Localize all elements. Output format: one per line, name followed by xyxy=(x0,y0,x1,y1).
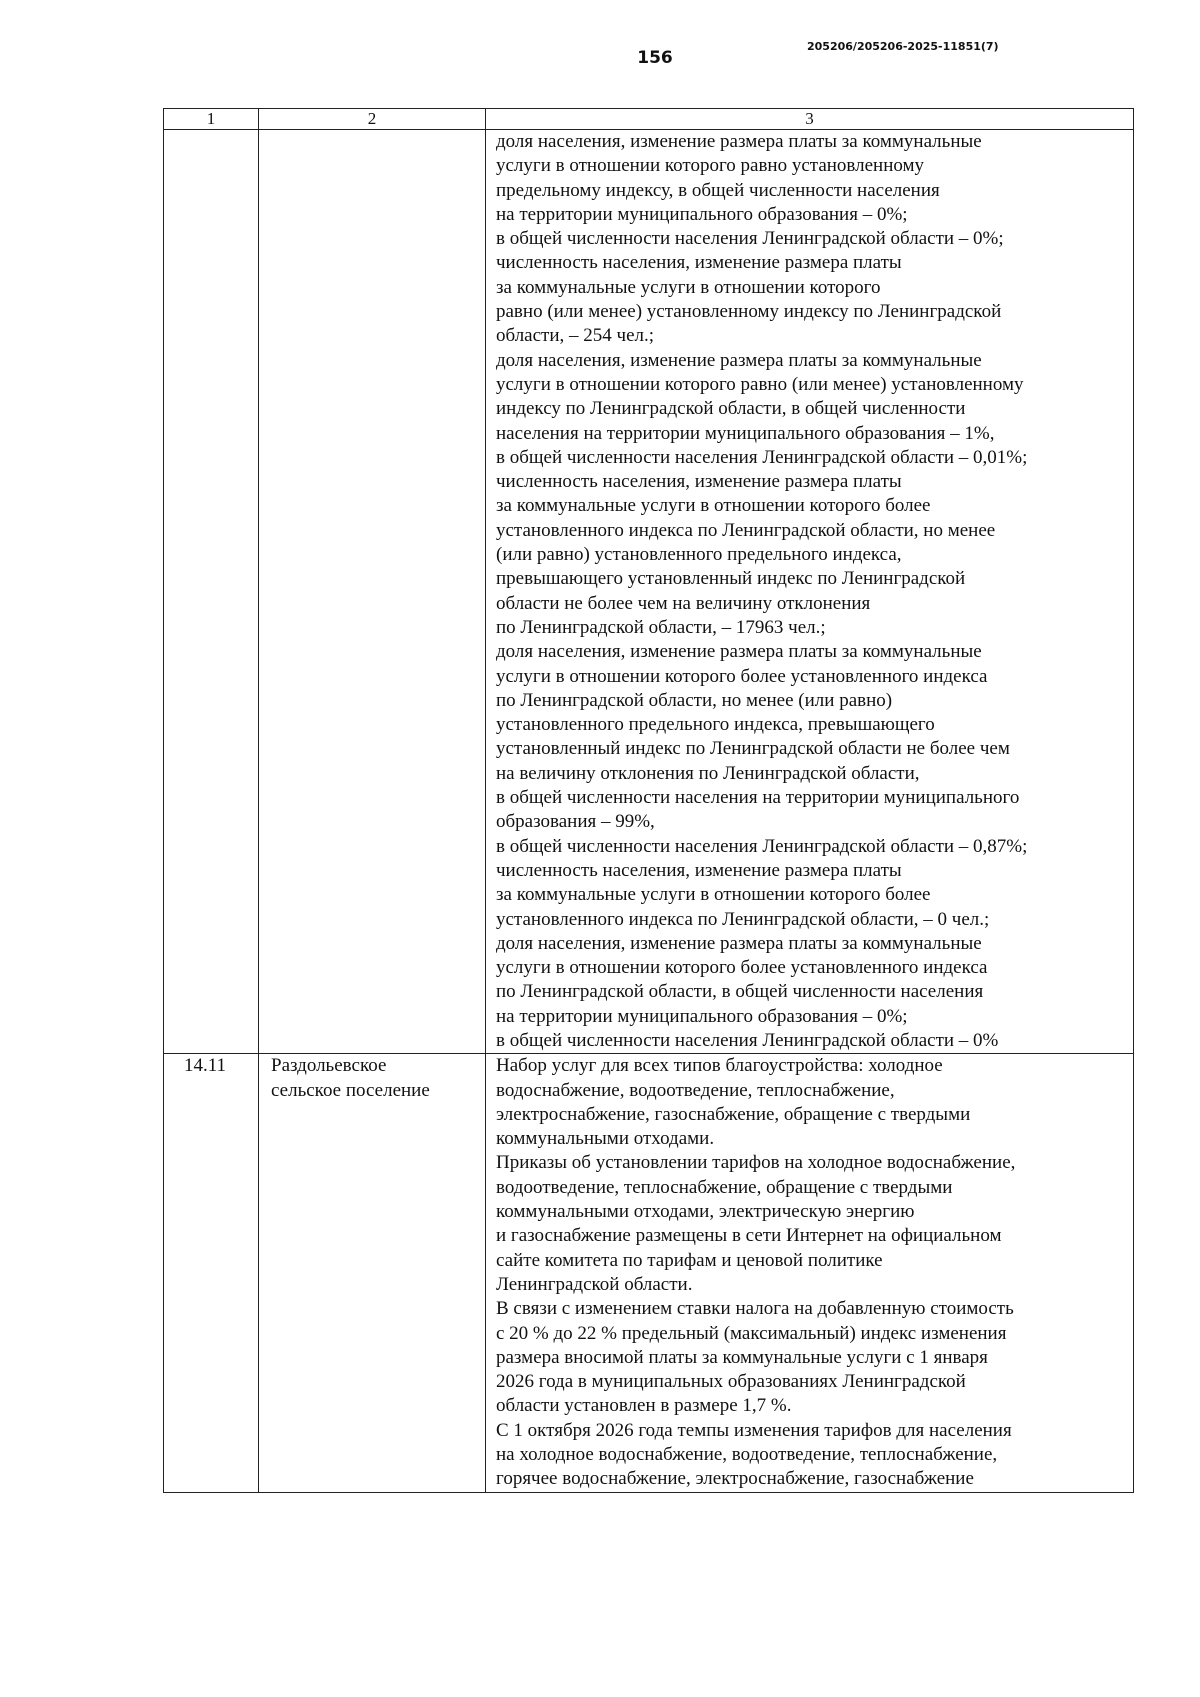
entry-name xyxy=(259,1054,485,1103)
continuation-text-line: установленного индекса по Ленинградской области, – 0 чел.; xyxy=(496,908,990,930)
continuation-text-line: доля населения, изменение размера платы за коммунальные xyxy=(496,131,982,152)
entry-number-cell xyxy=(164,1054,259,1492)
continuation-text xyxy=(486,130,1133,1053)
continuation-number-cell xyxy=(164,130,259,1054)
continuation-text-line: установленный индекс по Ленинградской области не более чем xyxy=(496,738,1010,760)
entry-number: 14.11 xyxy=(184,1055,227,1077)
entry-text-line: водоснабжение, водоотведение, теплоснабжение, xyxy=(496,1079,895,1101)
entry-text xyxy=(486,1054,1133,1491)
entry-text-line: и газоснабжение размещены в сети Интернет на официальном xyxy=(496,1225,1002,1247)
entry-text-line: горячее водоснабжение, электроснабжение, газоснабжение xyxy=(496,1468,974,1490)
continuation-text-line: в общей численности населения Ленинградской области – 0,01%; xyxy=(496,446,1028,468)
continuation-text-line: в общей численности населения Ленинградской области – 0,87%; xyxy=(496,835,1028,857)
continuation-text-line: (или равно) установленного предельного индекса, xyxy=(496,544,902,566)
entry-text-line: коммунальными отходами. xyxy=(496,1128,715,1150)
table-header-row xyxy=(164,109,1134,130)
continuation-text-line: услуги в отношении которого равно установленному xyxy=(496,155,925,177)
entry-text-line: Ленинградской области. xyxy=(496,1273,693,1295)
page-number: 156 xyxy=(637,48,673,68)
document-code: 205206/205206-2025-11851(7) xyxy=(807,40,999,53)
continuation-text-line: доля населения, изменение размера платы за коммунальные xyxy=(496,349,982,371)
continuation-text-line: установленного предельного индекса, превышающего xyxy=(496,714,935,736)
entry-text-line: водоотведение, теплоснабжение, обращение с твердыми xyxy=(496,1176,953,1198)
continuation-text-line: образования – 99%, xyxy=(496,811,655,833)
continuation-text-line: за коммунальные услуги в отношении которого xyxy=(496,276,881,298)
continuation-text-line: за коммунальные услуги в отношении которого более xyxy=(496,495,931,517)
column-header-3: 3 xyxy=(486,109,1134,130)
continuation-name-cell xyxy=(259,130,486,1054)
entry-text-line: области установлен в размере 1,7 %. xyxy=(496,1395,792,1417)
continuation-text-line: численность населения, изменение размера платы xyxy=(496,859,902,881)
continuation-text-line: в общей численности населения Ленинградской области – 0% xyxy=(496,1029,999,1051)
entry-text-line: 2026 года в муниципальных образованиях Ленинградской xyxy=(496,1371,966,1393)
continuation-text-line: индексу по Ленинградской области, в общей численности xyxy=(496,398,966,420)
continuation-text-line: области, – 254 чел.; xyxy=(496,325,655,347)
continuation-text-line: равно (или менее) установленному индексу по Ленинградской xyxy=(496,301,1002,323)
entry-text-line: коммунальными отходами, электрическую энергию xyxy=(496,1201,915,1223)
continuation-text-line: по Ленинградской области, – 17963 чел.; xyxy=(496,616,826,638)
entry-text-line: на холодное водоснабжение, водоотведение, теплоснабжение, xyxy=(496,1444,998,1466)
table-row xyxy=(164,130,1134,1054)
tariff-table xyxy=(163,108,1134,1493)
continuation-text-line: превышающего установленный индекс по Ленинградской xyxy=(496,568,966,590)
continuation-text-line: по Ленинградской области, но менее (или равно) xyxy=(496,689,893,711)
continuation-text-line: услуги в отношении которого равно (или менее) установленному xyxy=(496,373,1024,395)
entry-name-line: сельское поселение xyxy=(271,1079,430,1101)
continuation-text-line: по Ленинградской области, в общей численности населения xyxy=(496,981,984,1003)
continuation-text-line: в общей численности населения Ленинградской области – 0%; xyxy=(496,228,1004,250)
entry-text-line: Набор услуг для всех типов благоустройства: холодное xyxy=(496,1055,943,1077)
continuation-text-line: установленного индекса по Ленинградской области, но менее xyxy=(496,519,996,541)
continuation-text-line: населения на территории муниципального образования – 1%, xyxy=(496,422,995,444)
continuation-text-line: на территории муниципального образования – 0%; xyxy=(496,1005,908,1027)
entry-text-cell xyxy=(486,1054,1134,1492)
entry-text-line: размера вносимой платы за коммунальные услуги с 1 января xyxy=(496,1346,988,1368)
entry-text-line: электроснабжение, газоснабжение, обращение с твердыми xyxy=(496,1103,971,1125)
entry-name-line: Раздольевское xyxy=(271,1055,387,1077)
entry-text-line: В связи с изменением ставки налога на добавленную стоимость xyxy=(496,1298,1014,1320)
continuation-text-line: доля населения, изменение размера платы за коммунальные xyxy=(496,932,982,954)
continuation-text-line: за коммунальные услуги в отношении которого более xyxy=(496,884,931,906)
continuation-text-line: на территории муниципального образования – 0%; xyxy=(496,203,908,225)
continuation-text-line: области не более чем на величину отклонения xyxy=(496,592,871,614)
continuation-text-line: услуги в отношении которого более установленного индекса xyxy=(496,957,988,979)
entry-text-line: Приказы об установлении тарифов на холодное водоснабжение, xyxy=(496,1152,1016,1174)
column-header-2: 2 xyxy=(259,109,486,130)
entry-text-line: с 20 % до 22 % предельный (максимальный) индекс изменения xyxy=(496,1322,1007,1344)
table-row xyxy=(164,1054,1134,1492)
entry-text-line: сайте комитета по тарифам и ценовой политике xyxy=(496,1249,883,1271)
column-header-1: 1 xyxy=(164,109,259,130)
entry-name-cell xyxy=(259,1054,486,1492)
continuation-text-line: численность населения, изменение размера платы xyxy=(496,252,902,274)
continuation-text-line: доля населения, изменение размера платы за коммунальные xyxy=(496,641,982,663)
continuation-text-cell xyxy=(486,130,1134,1054)
continuation-text-line: численность населения, изменение размера платы xyxy=(496,471,902,493)
entry-text-line: С 1 октября 2026 года темпы изменения тарифов для населения xyxy=(496,1419,1012,1441)
continuation-text-line: предельному индексу, в общей численности населения xyxy=(496,179,940,201)
continuation-text-line: услуги в отношении которого более установленного индекса xyxy=(496,665,988,687)
continuation-text-line: на величину отклонения по Ленинградской области, xyxy=(496,762,920,784)
continuation-text-line: в общей численности населения на территории муниципального xyxy=(496,787,1020,809)
